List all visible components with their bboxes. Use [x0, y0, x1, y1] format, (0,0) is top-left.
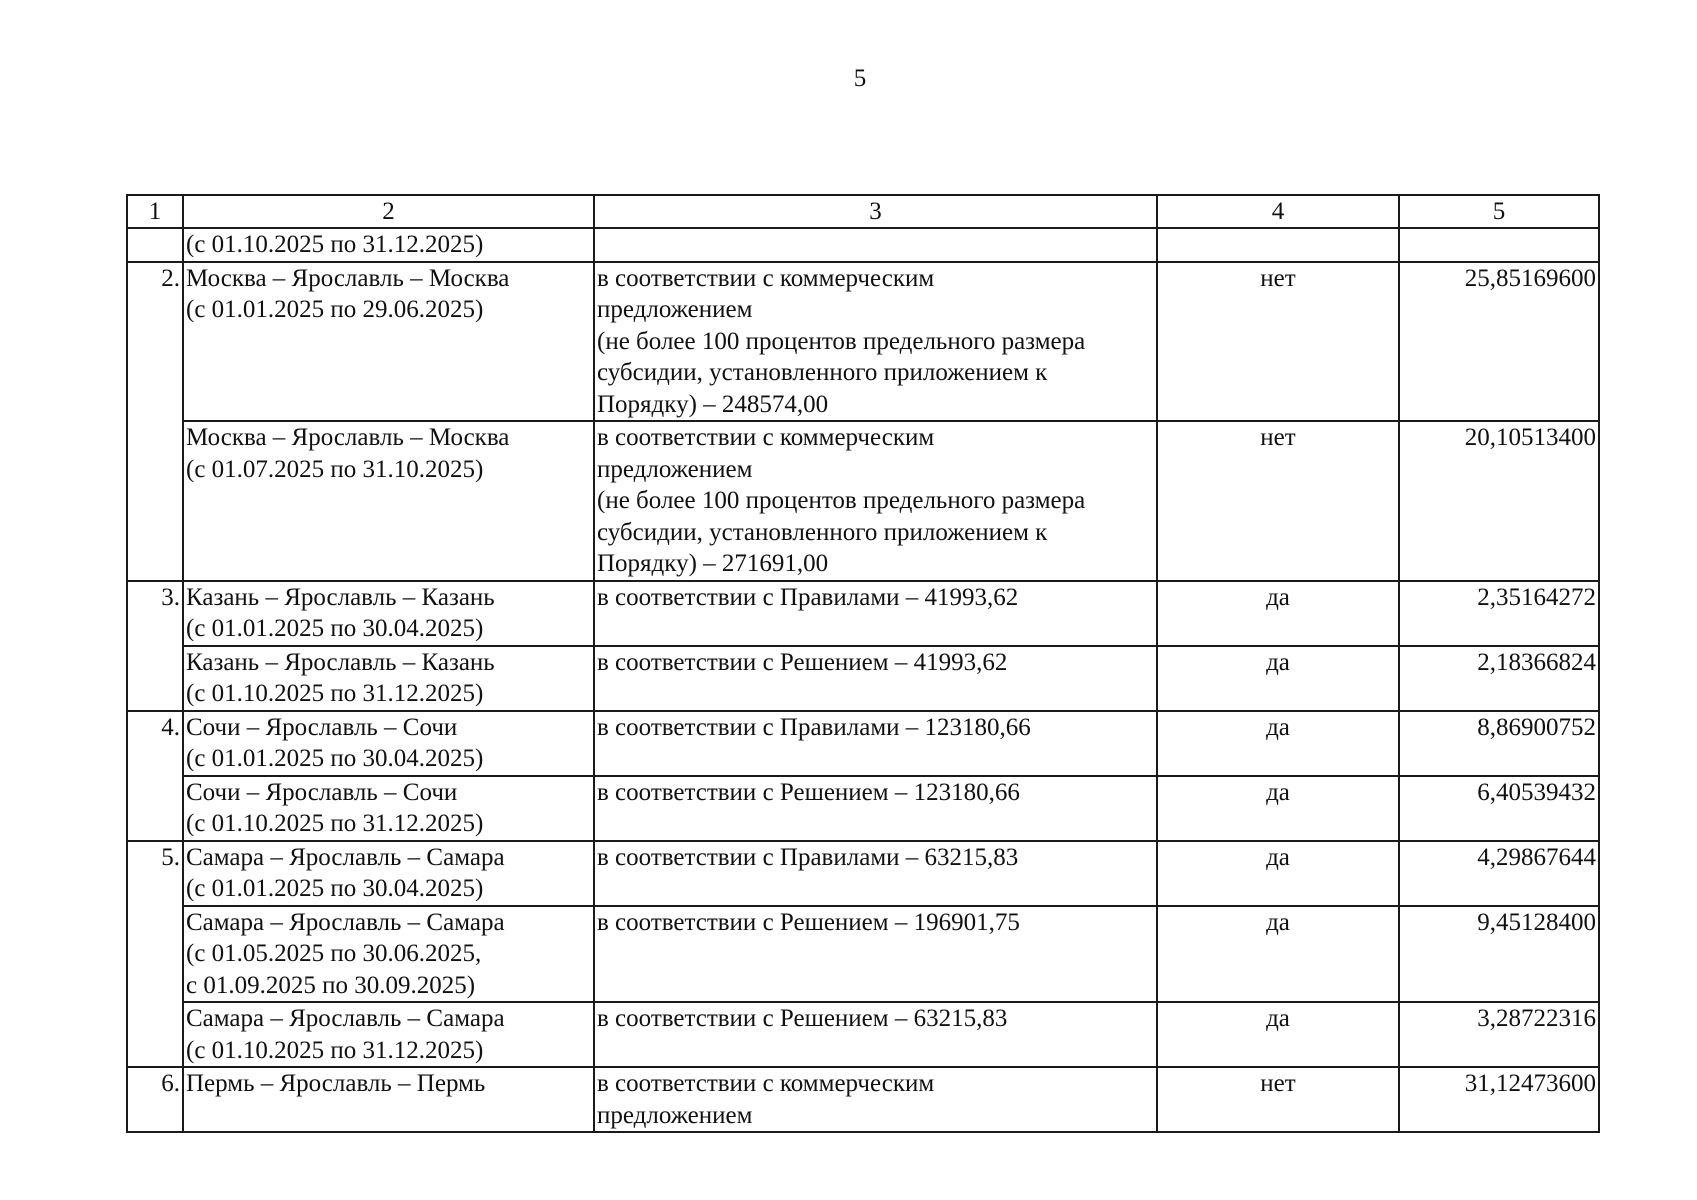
amount-cell: 20,10513400 [1399, 421, 1599, 581]
route-cell [183, 262, 594, 422]
flag-cell: да [1157, 906, 1399, 1003]
subsidy-basis-line: в соответствии с Решением – 41993,62 [597, 648, 1008, 676]
row-number-cell: 3. [127, 581, 183, 646]
flag-cell: нет [1157, 1067, 1399, 1132]
table-row [127, 1002, 1599, 1067]
route-cell [183, 228, 594, 262]
subsidy-basis-line: предложением [597, 1101, 753, 1129]
route-cell [183, 1002, 594, 1067]
route-cell [183, 421, 594, 581]
amount-cell: 2,35164272 [1399, 581, 1599, 646]
route-line: Сочи – Ярославль – Сочи [186, 713, 458, 741]
flag-cell: да [1157, 581, 1399, 646]
flag-cell: нет [1157, 421, 1399, 581]
amount-cell [1399, 228, 1599, 262]
row-number-cell: 6. [127, 1067, 183, 1132]
route-line: (с 01.05.2025 по 30.06.2025, [186, 940, 482, 967]
table-row [127, 646, 1599, 711]
amount-cell: 3,28722316 [1399, 1002, 1599, 1067]
row-number-cell [127, 228, 183, 262]
route-line: (с 01.10.2025 по 31.12.2025) [186, 231, 484, 258]
flag-cell: нет [1157, 262, 1399, 422]
route-cell [183, 646, 594, 711]
subsidy-basis-line: в соответствии с Решением – 63215,83 [597, 1005, 1008, 1032]
subsidy-basis-cell [594, 581, 1157, 646]
route-line: (с 01.01.2025 по 29.06.2025) [186, 296, 484, 323]
subsidy-basis-cell [594, 711, 1157, 776]
subsidy-basis-line: Порядку) – 248574,00 [597, 390, 829, 418]
amount-cell: 8,86900752 [1399, 711, 1599, 776]
row-number-cell [127, 906, 183, 1003]
subsidy-basis-line: в соответствии с Правилами – 123180,66 [597, 713, 1031, 741]
subsidy-table [126, 194, 1600, 1133]
route-cell [183, 906, 594, 1003]
subsidy-basis-line: предложением [597, 296, 753, 323]
flag-cell: да [1157, 776, 1399, 841]
route-line: Казань – Ярославль – Казань [186, 583, 495, 611]
column-header-1: 1 [127, 195, 183, 228]
amount-cell: 9,45128400 [1399, 906, 1599, 1003]
table-row [127, 1067, 1599, 1132]
route-line: Москва – Ярославль – Москва [186, 264, 510, 292]
subsidy-basis-line: в соответствии с коммерческим [597, 264, 935, 292]
subsidy-basis-cell [594, 228, 1157, 262]
route-cell [183, 1067, 594, 1132]
subsidy-basis-cell [594, 421, 1157, 581]
table-body [127, 228, 1599, 1132]
flag-cell [1157, 228, 1399, 262]
route-line: (с 01.01.2025 по 30.04.2025) [186, 745, 484, 772]
route-line: (с 01.10.2025 по 31.12.2025) [186, 680, 484, 707]
route-line: Самара – Ярославль – Самара [186, 908, 505, 936]
subsidy-basis-line: в соответствии с коммерческим [597, 424, 935, 451]
route-line: с 01.09.2025 по 30.09.2025) [186, 971, 476, 999]
route-line: Москва – Ярославль – Москва [186, 424, 510, 451]
route-line: Сочи – Ярославль – Сочи [186, 778, 458, 806]
amount-cell: 4,29867644 [1399, 841, 1599, 906]
table-row [127, 906, 1599, 1003]
flag-cell: да [1157, 646, 1399, 711]
table-header-row [127, 195, 1599, 228]
amount-cell: 31,12473600 [1399, 1067, 1599, 1132]
route-cell [183, 841, 594, 906]
column-header-4: 4 [1157, 195, 1399, 228]
flag-cell: да [1157, 1002, 1399, 1067]
subsidy-basis-line: в соответствии с Решением – 196901,75 [597, 908, 1020, 936]
amount-cell: 6,40539432 [1399, 776, 1599, 841]
subsidy-basis-line: в соответствии с коммерческим [597, 1070, 935, 1097]
subsidy-basis-line: субсидии, установленного приложением к [597, 518, 1048, 546]
subsidy-basis-cell [594, 906, 1157, 1003]
route-cell [183, 776, 594, 841]
subsidy-basis-line: (не более 100 процентов предельного размера [597, 327, 1086, 355]
row-number-cell: 2. [127, 262, 183, 422]
row-number-cell: 5. [127, 841, 183, 906]
row-number-cell [127, 1002, 183, 1067]
table-row [127, 262, 1599, 422]
flag-cell: да [1157, 711, 1399, 776]
subsidy-basis-cell [594, 776, 1157, 841]
route-line: (с 01.01.2025 по 30.04.2025) [186, 615, 484, 642]
table-row [127, 711, 1599, 776]
route-cell [183, 581, 594, 646]
amount-cell: 2,18366824 [1399, 646, 1599, 711]
table-row [127, 421, 1599, 581]
column-header-2: 2 [183, 195, 594, 228]
row-number-cell [127, 421, 183, 581]
route-line: (с 01.10.2025 по 31.12.2025) [186, 1036, 484, 1064]
subsidy-basis-cell [594, 841, 1157, 906]
subsidy-basis-line: предложением [597, 455, 753, 483]
route-line: (с 01.10.2025 по 31.12.2025) [186, 810, 484, 837]
column-header-3: 3 [594, 195, 1157, 228]
route-line: Самара – Ярославль – Самара [186, 1005, 505, 1032]
row-number-cell [127, 646, 183, 711]
route-cell [183, 711, 594, 776]
subsidy-basis-line: в соответствии с Правилами – 41993,62 [597, 583, 1019, 611]
subsidy-basis-line: (не более 100 процентов предельного размера [597, 487, 1086, 514]
subsidy-basis-line: субсидии, установленного приложением к [597, 359, 1048, 386]
route-line: (с 01.07.2025 по 31.10.2025) [186, 455, 484, 483]
subsidy-basis-cell [594, 262, 1157, 422]
table-row [127, 841, 1599, 906]
flag-cell: да [1157, 841, 1399, 906]
route-line: Пермь – Ярославль – Пермь [186, 1070, 486, 1097]
subsidy-basis-cell [594, 1002, 1157, 1067]
column-header-5: 5 [1399, 195, 1599, 228]
subsidy-basis-line: в соответствии с Решением – 123180,66 [597, 778, 1020, 806]
page-number: 5 [853, 65, 867, 92]
table-row [127, 228, 1599, 262]
route-line: Самара – Ярославль – Самара [186, 843, 505, 871]
subsidy-basis-cell [594, 646, 1157, 711]
subsidy-basis-line: в соответствии с Правилами – 63215,83 [597, 843, 1019, 871]
row-number-cell [127, 776, 183, 841]
row-number-cell: 4. [127, 711, 183, 776]
table-row [127, 581, 1599, 646]
table-row [127, 776, 1599, 841]
subsidy-basis-cell [594, 1067, 1157, 1132]
route-line: (с 01.01.2025 по 30.04.2025) [186, 875, 484, 902]
amount-cell: 25,85169600 [1399, 262, 1599, 422]
route-line: Казань – Ярославль – Казань [186, 648, 495, 676]
subsidy-basis-line: Порядку) – 271691,00 [597, 550, 829, 577]
